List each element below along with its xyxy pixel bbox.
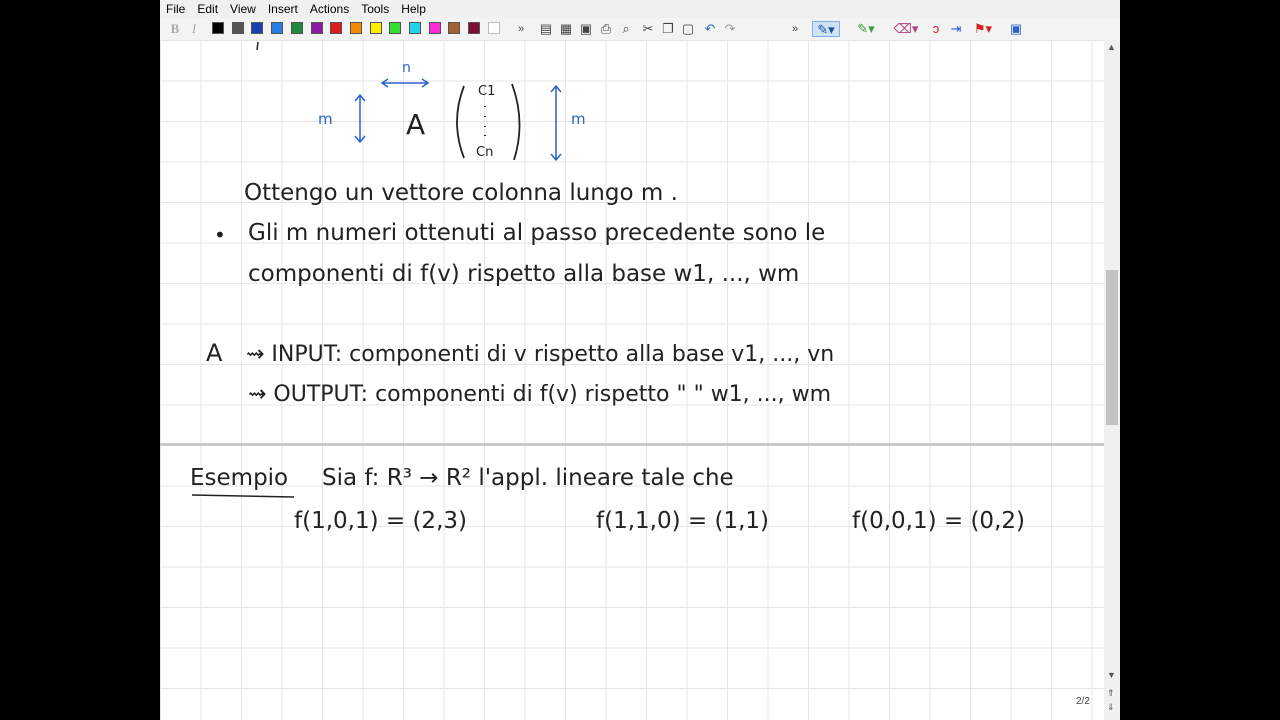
italic-button[interactable]: I xyxy=(191,21,197,36)
copy-icon[interactable]: ❐ xyxy=(662,21,674,36)
open-icon[interactable]: ▦ xyxy=(559,21,573,36)
toolbar xyxy=(160,18,1120,41)
note-line-3: componenti di f(v) rispetto alla base w1, ..., wm xyxy=(248,261,800,287)
handwriting-canvas xyxy=(160,40,1104,720)
left-paren xyxy=(457,86,464,158)
menu-actions[interactable]: Actions xyxy=(309,2,350,16)
save-icon[interactable]: ▣ xyxy=(579,21,593,36)
page-indicator: 2/2 xyxy=(1076,696,1090,707)
page-down-icon[interactable]: ⇓ xyxy=(1107,702,1115,712)
bold-button[interactable]: B xyxy=(170,21,180,36)
rows-label: m xyxy=(318,110,333,128)
insert-space-icon[interactable]: ⇥ xyxy=(950,21,962,36)
result-label: m xyxy=(571,110,586,128)
color-swatch[interactable] xyxy=(350,22,362,34)
color-swatch[interactable] xyxy=(251,22,263,34)
scroll-down-icon[interactable]: ▼ xyxy=(1107,670,1116,680)
color-swatch[interactable] xyxy=(330,22,342,34)
output-line: ⇝ OUTPUT: componenti di f(v) rispetto " " w1, ..., wm xyxy=(248,382,832,407)
result-arrow xyxy=(551,86,561,160)
menu-view[interactable]: View xyxy=(230,2,256,16)
undo-icon[interactable]: ↶ xyxy=(704,21,716,36)
menu-tools[interactable]: Tools xyxy=(361,2,390,16)
a-label: A xyxy=(206,339,223,367)
color-swatch[interactable] xyxy=(429,22,441,34)
equation-2: f(1,1,0) = (1,1) xyxy=(596,508,769,534)
right-paren xyxy=(512,84,520,160)
example-underline xyxy=(192,495,294,497)
search-icon[interactable]: ⌕ xyxy=(622,21,630,36)
vertical-scrollbar[interactable] xyxy=(1104,40,1120,720)
example-line: Sia f: R³ → R² l'appl. lineare tale che xyxy=(322,465,734,491)
color-swatch[interactable] xyxy=(212,22,224,34)
cut-icon[interactable]: ✂ xyxy=(642,21,654,36)
pen-tool-icon[interactable]: ✎▾ xyxy=(812,21,840,37)
color-swatch[interactable] xyxy=(291,22,303,34)
matrix-letter: A xyxy=(406,108,426,141)
menu-insert[interactable]: Insert xyxy=(267,2,298,16)
paste-icon[interactable]: ▢ xyxy=(681,21,695,36)
note-line-1: Ottengo un vettore colonna lungo m . xyxy=(244,180,678,206)
more-chevron-icon[interactable]: » xyxy=(791,23,799,35)
page-break xyxy=(160,443,1104,446)
journal-window xyxy=(160,0,1120,720)
equation-1: f(1,0,1) = (2,3) xyxy=(294,508,467,534)
menu-help[interactable]: Help xyxy=(401,2,426,16)
color-swatch[interactable] xyxy=(311,22,323,34)
column-bottom: Cn xyxy=(476,145,494,160)
color-swatch[interactable] xyxy=(389,22,401,34)
scroll-up-icon[interactable]: ▲ xyxy=(1107,42,1116,52)
menu-bar xyxy=(160,0,1120,18)
note-page[interactable] xyxy=(160,40,1104,720)
color-swatch[interactable] xyxy=(448,22,460,34)
equation-3: f(0,0,1) = (0,2) xyxy=(852,508,1025,534)
cols-label: n xyxy=(402,60,411,76)
more-chevron-icon[interactable]: » xyxy=(517,23,525,35)
scroll-thumb[interactable] xyxy=(1106,270,1118,425)
cols-arrow xyxy=(382,79,428,87)
flag-icon[interactable]: ⚑▾ xyxy=(973,21,993,36)
example-heading: Esempio xyxy=(190,465,289,491)
redo-icon[interactable]: ↷ xyxy=(724,21,736,36)
print-icon[interactable]: ⎙ xyxy=(600,21,612,36)
menu-edit[interactable]: Edit xyxy=(197,2,219,16)
input-line: ⇝ INPUT: componenti di v rispetto alla base v1, ..., vn xyxy=(246,342,835,367)
column-top: C1 xyxy=(478,84,496,99)
new-page-icon[interactable]: ▤ xyxy=(539,21,553,36)
page-up-icon[interactable]: ⇑ xyxy=(1107,688,1115,698)
rows-arrow xyxy=(355,95,365,142)
color-swatch[interactable] xyxy=(271,22,283,34)
note-line-2: Gli m numeri ottenuti al passo precedente sono le xyxy=(248,220,826,246)
color-swatch[interactable] xyxy=(468,22,480,34)
color-swatch[interactable] xyxy=(370,22,382,34)
menu-file[interactable]: File xyxy=(166,2,186,16)
lasso-icon[interactable]: ↄ xyxy=(932,21,940,36)
color-swatch[interactable] xyxy=(488,22,500,34)
bullet: • xyxy=(214,223,226,247)
color-swatch[interactable] xyxy=(232,22,244,34)
fullscreen-icon[interactable]: ▣ xyxy=(1009,21,1023,36)
eraser-icon[interactable]: ⌫▾ xyxy=(893,21,919,36)
highlighter-icon[interactable]: ✎▾ xyxy=(857,21,875,36)
color-swatch[interactable] xyxy=(409,22,421,34)
